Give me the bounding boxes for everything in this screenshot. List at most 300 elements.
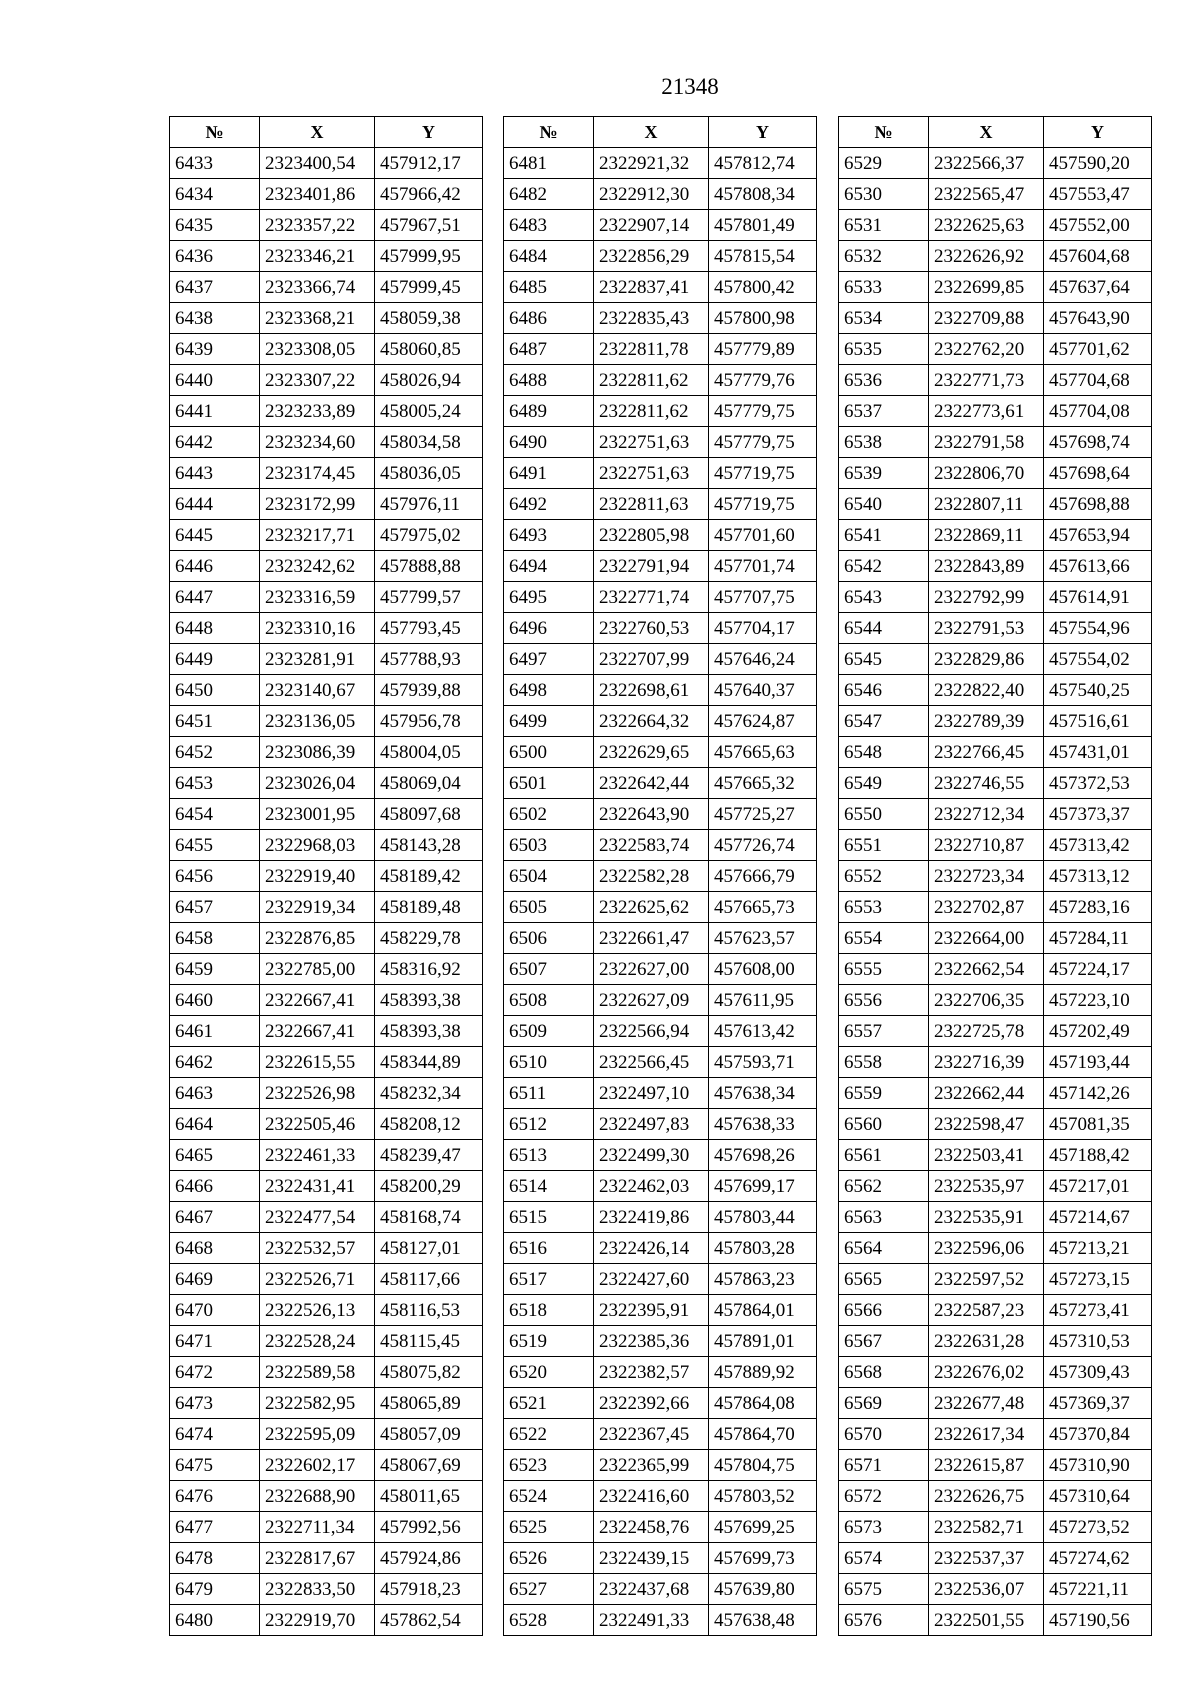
cell-y: 458036,05 xyxy=(375,458,483,489)
table-row xyxy=(170,1326,483,1357)
cell-number: 6528 xyxy=(504,1605,594,1636)
table-row xyxy=(170,923,483,954)
cell-x: 2322661,47 xyxy=(594,923,709,954)
cell-x: 2322631,28 xyxy=(929,1326,1044,1357)
table-row xyxy=(170,365,483,396)
table-row xyxy=(504,148,817,179)
table-row xyxy=(504,179,817,210)
cell-number: 6576 xyxy=(839,1605,929,1636)
cell-y: 457707,75 xyxy=(709,582,817,613)
table-row xyxy=(504,923,817,954)
cell-x: 2322615,87 xyxy=(929,1450,1044,1481)
table-row xyxy=(839,923,1152,954)
cell-y: 457719,75 xyxy=(709,489,817,520)
cell-number: 6564 xyxy=(839,1233,929,1264)
cell-x: 2323366,74 xyxy=(260,272,375,303)
cell-x: 2322711,34 xyxy=(260,1512,375,1543)
table-row xyxy=(504,830,817,861)
coordinates-table-3 xyxy=(838,116,1152,1636)
cell-x: 2322869,11 xyxy=(929,520,1044,551)
table-row xyxy=(170,1016,483,1047)
cell-y: 457704,17 xyxy=(709,613,817,644)
cell-y: 457273,15 xyxy=(1044,1264,1152,1295)
cell-y: 457638,48 xyxy=(709,1605,817,1636)
cell-y: 457701,60 xyxy=(709,520,817,551)
cell-y: 457553,47 xyxy=(1044,179,1152,210)
cell-y: 457202,49 xyxy=(1044,1016,1152,1047)
cell-y: 457640,37 xyxy=(709,675,817,706)
cell-number: 6526 xyxy=(504,1543,594,1574)
cell-number: 6464 xyxy=(170,1109,260,1140)
cell-y: 458239,47 xyxy=(375,1140,483,1171)
cell-number: 6443 xyxy=(170,458,260,489)
cell-number: 6461 xyxy=(170,1016,260,1047)
cell-x: 2323136,05 xyxy=(260,706,375,737)
cell-x: 2322497,83 xyxy=(594,1109,709,1140)
cell-y: 458067,69 xyxy=(375,1450,483,1481)
cell-x: 2322771,74 xyxy=(594,582,709,613)
cell-y: 457604,68 xyxy=(1044,241,1152,272)
table-row xyxy=(839,582,1152,613)
table-row xyxy=(504,1574,817,1605)
cell-y: 458026,94 xyxy=(375,365,483,396)
cell-number: 6530 xyxy=(839,179,929,210)
cell-x: 2322806,70 xyxy=(929,458,1044,489)
table-row xyxy=(839,241,1152,272)
cell-number: 6476 xyxy=(170,1481,260,1512)
cell-number: 6485 xyxy=(504,272,594,303)
cell-x: 2322385,36 xyxy=(594,1326,709,1357)
cell-number: 6542 xyxy=(839,551,929,582)
header-y: Y xyxy=(709,117,817,148)
cell-number: 6474 xyxy=(170,1419,260,1450)
cell-y: 457864,70 xyxy=(709,1419,817,1450)
table-row xyxy=(839,861,1152,892)
cell-x: 2322677,48 xyxy=(929,1388,1044,1419)
cell-x: 2322912,30 xyxy=(594,179,709,210)
cell-x: 2322856,29 xyxy=(594,241,709,272)
cell-x: 2322427,60 xyxy=(594,1264,709,1295)
cell-x: 2322667,41 xyxy=(260,1016,375,1047)
cell-x: 2323140,67 xyxy=(260,675,375,706)
table-row xyxy=(170,768,483,799)
cell-number: 6506 xyxy=(504,923,594,954)
cell-y: 457373,37 xyxy=(1044,799,1152,830)
cell-number: 6503 xyxy=(504,830,594,861)
cell-number: 6484 xyxy=(504,241,594,272)
table-row xyxy=(839,427,1152,458)
cell-y: 457223,10 xyxy=(1044,985,1152,1016)
table-row xyxy=(170,241,483,272)
table-row xyxy=(170,489,483,520)
cell-number: 6448 xyxy=(170,613,260,644)
cell-x: 2322617,34 xyxy=(929,1419,1044,1450)
cell-number: 6481 xyxy=(504,148,594,179)
table-row xyxy=(839,706,1152,737)
cell-y: 457939,88 xyxy=(375,675,483,706)
cell-x: 2322537,37 xyxy=(929,1543,1044,1574)
cell-y: 457815,54 xyxy=(709,241,817,272)
table-row xyxy=(839,1450,1152,1481)
cell-y: 458116,53 xyxy=(375,1295,483,1326)
cell-number: 6491 xyxy=(504,458,594,489)
table-row xyxy=(504,861,817,892)
cell-y: 457863,23 xyxy=(709,1264,817,1295)
cell-y: 457081,35 xyxy=(1044,1109,1152,1140)
cell-x: 2322785,00 xyxy=(260,954,375,985)
cell-x: 2322419,86 xyxy=(594,1202,709,1233)
cell-y: 457725,27 xyxy=(709,799,817,830)
table-row xyxy=(839,768,1152,799)
cell-y: 457623,57 xyxy=(709,923,817,954)
table-row xyxy=(504,954,817,985)
cell-x: 2322699,85 xyxy=(929,272,1044,303)
cell-number: 6558 xyxy=(839,1047,929,1078)
cell-number: 6575 xyxy=(839,1574,929,1605)
cell-x: 2323401,86 xyxy=(260,179,375,210)
cell-number: 6438 xyxy=(170,303,260,334)
cell-y: 457431,01 xyxy=(1044,737,1152,768)
cell-y: 457719,75 xyxy=(709,458,817,489)
cell-number: 6447 xyxy=(170,582,260,613)
cell-y: 457188,42 xyxy=(1044,1140,1152,1171)
cell-number: 6453 xyxy=(170,768,260,799)
cell-y: 458117,66 xyxy=(375,1264,483,1295)
cell-y: 457309,43 xyxy=(1044,1357,1152,1388)
cell-number: 6533 xyxy=(839,272,929,303)
cell-number: 6561 xyxy=(839,1140,929,1171)
cell-x: 2322582,95 xyxy=(260,1388,375,1419)
cell-x: 2322416,60 xyxy=(594,1481,709,1512)
header-x: X xyxy=(260,117,375,148)
cell-y: 457779,76 xyxy=(709,365,817,396)
table-row xyxy=(839,458,1152,489)
cell-number: 6560 xyxy=(839,1109,929,1140)
cell-number: 6545 xyxy=(839,644,929,675)
cell-x: 2322712,34 xyxy=(929,799,1044,830)
table-row xyxy=(504,1171,817,1202)
page-number: 21348 xyxy=(661,74,719,99)
cell-x: 2322760,53 xyxy=(594,613,709,644)
table-row xyxy=(839,1605,1152,1636)
cell-number: 6499 xyxy=(504,706,594,737)
cell-number: 6466 xyxy=(170,1171,260,1202)
cell-y: 457213,21 xyxy=(1044,1233,1152,1264)
cell-x: 2322565,47 xyxy=(929,179,1044,210)
cell-x: 2323217,71 xyxy=(260,520,375,551)
cell-x: 2322751,63 xyxy=(594,427,709,458)
table-row xyxy=(839,303,1152,334)
cell-number: 6496 xyxy=(504,613,594,644)
cell-number: 6543 xyxy=(839,582,929,613)
cell-y: 457624,87 xyxy=(709,706,817,737)
table-row xyxy=(170,303,483,334)
cell-y: 457274,62 xyxy=(1044,1543,1152,1574)
cell-number: 6458 xyxy=(170,923,260,954)
table-row xyxy=(504,1357,817,1388)
cell-number: 6517 xyxy=(504,1264,594,1295)
cell-number: 6537 xyxy=(839,396,929,427)
cell-x: 2322791,94 xyxy=(594,551,709,582)
cell-y: 457273,52 xyxy=(1044,1512,1152,1543)
cell-x: 2322626,92 xyxy=(929,241,1044,272)
cell-number: 6555 xyxy=(839,954,929,985)
cell-number: 6549 xyxy=(839,768,929,799)
cell-x: 2322566,94 xyxy=(594,1016,709,1047)
cell-x: 2322746,55 xyxy=(929,768,1044,799)
cell-x: 2322751,63 xyxy=(594,458,709,489)
table-row xyxy=(170,1078,483,1109)
table-row xyxy=(839,1171,1152,1202)
cell-x: 2322587,23 xyxy=(929,1295,1044,1326)
cell-y: 457639,80 xyxy=(709,1574,817,1605)
cell-x: 2322491,33 xyxy=(594,1605,709,1636)
header-y: Y xyxy=(375,117,483,148)
table-row xyxy=(170,458,483,489)
cell-number: 6463 xyxy=(170,1078,260,1109)
cell-number: 6520 xyxy=(504,1357,594,1388)
table-row xyxy=(839,954,1152,985)
table-row xyxy=(170,799,483,830)
cell-y: 457698,88 xyxy=(1044,489,1152,520)
header-number: № xyxy=(170,117,260,148)
cell-y: 457956,78 xyxy=(375,706,483,737)
table-row xyxy=(839,675,1152,706)
cell-y: 458344,89 xyxy=(375,1047,483,1078)
cell-x: 2322526,13 xyxy=(260,1295,375,1326)
cell-x: 2323001,95 xyxy=(260,799,375,830)
cell-x: 2322439,15 xyxy=(594,1543,709,1574)
cell-y: 458069,04 xyxy=(375,768,483,799)
table-row xyxy=(170,1388,483,1419)
cell-number: 6457 xyxy=(170,892,260,923)
cell-y: 457665,73 xyxy=(709,892,817,923)
cell-y: 457369,37 xyxy=(1044,1388,1152,1419)
cell-y: 457284,11 xyxy=(1044,923,1152,954)
cell-number: 6559 xyxy=(839,1078,929,1109)
table-row xyxy=(170,427,483,458)
table-row xyxy=(170,1202,483,1233)
cell-y: 457924,86 xyxy=(375,1543,483,1574)
table-row xyxy=(504,1419,817,1450)
cell-number: 6502 xyxy=(504,799,594,830)
cell-number: 6547 xyxy=(839,706,929,737)
table-row xyxy=(504,1326,817,1357)
cell-x: 2322662,54 xyxy=(929,954,1044,985)
table-row xyxy=(170,985,483,1016)
cell-number: 6546 xyxy=(839,675,929,706)
cell-y: 458127,01 xyxy=(375,1233,483,1264)
cell-y: 457608,00 xyxy=(709,954,817,985)
table-row xyxy=(170,1574,483,1605)
cell-y: 458189,48 xyxy=(375,892,483,923)
cell-number: 6571 xyxy=(839,1450,929,1481)
table-row xyxy=(170,675,483,706)
cell-x: 2322723,34 xyxy=(929,861,1044,892)
table-row xyxy=(504,1078,817,1109)
cell-x: 2322497,10 xyxy=(594,1078,709,1109)
table-row xyxy=(839,1574,1152,1605)
table-row xyxy=(839,489,1152,520)
cell-x: 2322835,43 xyxy=(594,303,709,334)
table-row xyxy=(839,1512,1152,1543)
cell-x: 2322597,52 xyxy=(929,1264,1044,1295)
table-row xyxy=(839,1016,1152,1047)
cell-number: 6523 xyxy=(504,1450,594,1481)
cell-number: 6434 xyxy=(170,179,260,210)
table-row xyxy=(170,1140,483,1171)
cell-x: 2322505,46 xyxy=(260,1109,375,1140)
coordinates-table-2 xyxy=(503,116,817,1636)
cell-number: 6459 xyxy=(170,954,260,985)
cell-number: 6524 xyxy=(504,1481,594,1512)
cell-x: 2322582,71 xyxy=(929,1512,1044,1543)
cell-x: 2323174,45 xyxy=(260,458,375,489)
cell-y: 457801,49 xyxy=(709,210,817,241)
table-row xyxy=(504,489,817,520)
cell-x: 2322526,98 xyxy=(260,1078,375,1109)
cell-x: 2322625,63 xyxy=(929,210,1044,241)
cell-x: 2322461,33 xyxy=(260,1140,375,1171)
cell-y: 457888,88 xyxy=(375,551,483,582)
cell-x: 2323234,60 xyxy=(260,427,375,458)
table-row xyxy=(839,737,1152,768)
cell-y: 457779,75 xyxy=(709,396,817,427)
cell-number: 6565 xyxy=(839,1264,929,1295)
cell-y: 457142,26 xyxy=(1044,1078,1152,1109)
cell-number: 6468 xyxy=(170,1233,260,1264)
cell-number: 6552 xyxy=(839,861,929,892)
cell-number: 6470 xyxy=(170,1295,260,1326)
cell-x: 2322395,91 xyxy=(594,1295,709,1326)
table-row xyxy=(504,706,817,737)
cell-y: 458005,24 xyxy=(375,396,483,427)
cell-number: 6519 xyxy=(504,1326,594,1357)
cell-y: 457638,34 xyxy=(709,1078,817,1109)
cell-number: 6467 xyxy=(170,1202,260,1233)
cell-number: 6449 xyxy=(170,644,260,675)
table-row xyxy=(170,179,483,210)
cell-y: 457698,64 xyxy=(1044,458,1152,489)
cell-x: 2322667,41 xyxy=(260,985,375,1016)
cell-number: 6475 xyxy=(170,1450,260,1481)
cell-y: 457224,17 xyxy=(1044,954,1152,985)
cell-x: 2322919,40 xyxy=(260,861,375,892)
cell-x: 2323357,22 xyxy=(260,210,375,241)
table-row xyxy=(839,272,1152,303)
cell-number: 6556 xyxy=(839,985,929,1016)
table-row xyxy=(839,148,1152,179)
cell-x: 2322843,89 xyxy=(929,551,1044,582)
cell-number: 6471 xyxy=(170,1326,260,1357)
table-row xyxy=(170,1481,483,1512)
cell-y: 458115,45 xyxy=(375,1326,483,1357)
cell-x: 2322709,88 xyxy=(929,303,1044,334)
cell-x: 2322627,00 xyxy=(594,954,709,985)
cell-x: 2322725,78 xyxy=(929,1016,1044,1047)
cell-x: 2322642,44 xyxy=(594,768,709,799)
cell-number: 6482 xyxy=(504,179,594,210)
cell-x: 2322662,44 xyxy=(929,1078,1044,1109)
cell-number: 6570 xyxy=(839,1419,929,1450)
cell-y: 457193,44 xyxy=(1044,1047,1152,1078)
table-row xyxy=(839,365,1152,396)
table-row xyxy=(504,1233,817,1264)
table-row xyxy=(839,551,1152,582)
cell-x: 2322876,85 xyxy=(260,923,375,954)
cell-x: 2322503,41 xyxy=(929,1140,1044,1171)
cell-number: 6566 xyxy=(839,1295,929,1326)
cell-number: 6568 xyxy=(839,1357,929,1388)
cell-x: 2322595,09 xyxy=(260,1419,375,1450)
table-row xyxy=(170,1295,483,1326)
cell-number: 6460 xyxy=(170,985,260,1016)
cell-number: 6445 xyxy=(170,520,260,551)
cell-x: 2322477,54 xyxy=(260,1202,375,1233)
cell-x: 2322773,61 xyxy=(929,396,1044,427)
cell-y: 457516,61 xyxy=(1044,706,1152,737)
table-row xyxy=(839,1047,1152,1078)
cell-number: 6573 xyxy=(839,1512,929,1543)
cell-y: 458200,29 xyxy=(375,1171,483,1202)
cell-number: 6494 xyxy=(504,551,594,582)
cell-number: 6532 xyxy=(839,241,929,272)
cell-number: 6557 xyxy=(839,1016,929,1047)
cell-number: 6551 xyxy=(839,830,929,861)
cell-y: 457613,42 xyxy=(709,1016,817,1047)
table-row xyxy=(170,644,483,675)
cell-y: 457967,51 xyxy=(375,210,483,241)
cell-x: 2322706,35 xyxy=(929,985,1044,1016)
cell-number: 6531 xyxy=(839,210,929,241)
cell-number: 6455 xyxy=(170,830,260,861)
table-row xyxy=(504,737,817,768)
table-row xyxy=(170,892,483,923)
cell-y: 457803,28 xyxy=(709,1233,817,1264)
cell-x: 2323172,99 xyxy=(260,489,375,520)
cell-number: 6479 xyxy=(170,1574,260,1605)
table-row xyxy=(504,1140,817,1171)
cell-number: 6550 xyxy=(839,799,929,830)
cell-x: 2322526,71 xyxy=(260,1264,375,1295)
cell-y: 457552,00 xyxy=(1044,210,1152,241)
cell-y: 458034,58 xyxy=(375,427,483,458)
cell-number: 6541 xyxy=(839,520,929,551)
cell-y: 457313,42 xyxy=(1044,830,1152,861)
cell-x: 2322762,20 xyxy=(929,334,1044,365)
cell-y: 458189,42 xyxy=(375,861,483,892)
cell-number: 6441 xyxy=(170,396,260,427)
table-row xyxy=(504,334,817,365)
cell-x: 2322462,03 xyxy=(594,1171,709,1202)
cell-y: 457283,16 xyxy=(1044,892,1152,923)
cell-y: 458229,78 xyxy=(375,923,483,954)
cell-x: 2322702,87 xyxy=(929,892,1044,923)
table-row xyxy=(504,1512,817,1543)
cell-x: 2322535,97 xyxy=(929,1171,1044,1202)
table-row xyxy=(504,210,817,241)
cell-y: 458057,09 xyxy=(375,1419,483,1450)
cell-number: 6534 xyxy=(839,303,929,334)
cell-x: 2322589,58 xyxy=(260,1357,375,1388)
cell-x: 2322807,11 xyxy=(929,489,1044,520)
cell-x: 2323368,21 xyxy=(260,303,375,334)
cell-number: 6536 xyxy=(839,365,929,396)
cell-y: 457310,53 xyxy=(1044,1326,1152,1357)
cell-number: 6452 xyxy=(170,737,260,768)
cell-x: 2322811,63 xyxy=(594,489,709,520)
cell-y: 457793,45 xyxy=(375,613,483,644)
